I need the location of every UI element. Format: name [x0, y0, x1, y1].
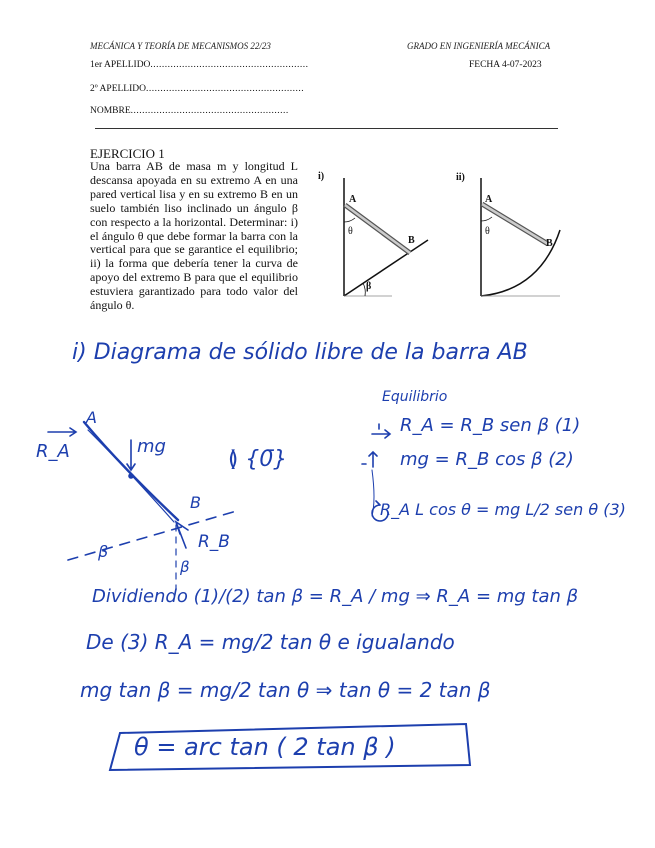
fbd-ra-arrow: [48, 428, 76, 436]
surname2-dots: .......................................................: [145, 84, 305, 94]
handwritten-result: θ = arc tan ( 2 tan β ): [134, 733, 396, 761]
fbd-rb-arrow: [176, 522, 188, 548]
handwritten-eq3: R_A L cos θ = mg L/2 sen θ (3): [380, 500, 626, 519]
surname1-label: 1er APELLIDO: [90, 60, 151, 70]
figure1-beta: β: [366, 281, 372, 292]
figure1-point-b: B: [408, 235, 415, 246]
date-field: FECHA 4-07-2023: [469, 60, 542, 70]
figure1-label: i): [318, 171, 325, 182]
name-dots: .......................................................: [130, 106, 289, 116]
figure1-point-a: A: [349, 194, 357, 205]
handwritten-igual: mg tan β = mg/2 tan θ ⇒ tan θ = 2 tan β: [80, 678, 491, 702]
fbd-rb-label: R_B: [198, 532, 230, 552]
fbd-ra-label: R_A: [36, 441, 70, 462]
name-label: NOMBRE: [90, 106, 131, 116]
fbd-mg-arrow: [127, 440, 135, 470]
fbd-center-dot: [129, 474, 133, 478]
handwritten-eq1: R_A = R_B sen β (1): [400, 415, 581, 436]
arrow-y-icon: [362, 452, 377, 467]
handwritten-equilibrio: Equilibrio: [382, 389, 448, 405]
surname1-dots: .......................................................: [150, 60, 309, 70]
exercise-statement: Una barra AB de masa m y longitud L descansa apoyada en su extremo A en una pared vertical lisa y en su extremo B en un suelo también liso inclinado un ángulo β con respecto a la horizontal. Determinar: i) el ángulo θ que debe formar la barra con la vertical para que se garantice el equilibrio; ii) la forma que debería tener la curva de apoyo del extremo B para que el equilibrio estuviera garantizado para todo valor del ángulo θ.: [90, 159, 298, 313]
figure2-label: ii): [456, 172, 465, 183]
figure2-point-a: A: [485, 194, 493, 205]
handwritten-dividiendo: Dividiendo (1)/(2) tan β = R_A / mg ⇒ R_A = mg tan β: [92, 586, 579, 607]
handwritten-eq2: mg = R_B cos β (2): [400, 449, 574, 470]
arrow-x-icon: [372, 424, 390, 438]
fbd-point-b: B: [190, 493, 201, 512]
exercise-title: EJERCICIO 1: [90, 146, 165, 161]
surname2-label: 2º APELLIDO: [90, 84, 146, 94]
fbd-mg-label: mg: [137, 436, 166, 457]
figure2-point-b: B: [546, 238, 553, 249]
handwritten-heading: i) Diagrama de sólido libre de la barra AB: [72, 340, 528, 365]
figure1-theta: θ: [348, 226, 353, 237]
fbd-point-a: A: [86, 408, 97, 427]
fbd-force-set: ≬ {0̄}: [228, 447, 288, 472]
fbd-beta-incline: β: [98, 542, 109, 561]
degree-header: GRADO EN INGENIERÍA MECÁNICA: [407, 41, 551, 51]
fbd-beta-vertical: β: [180, 558, 190, 576]
moment-b-icon: [372, 501, 388, 521]
figure2-theta: θ: [485, 226, 490, 237]
handwritten-de3: De (3) R_A = mg/2 tan θ e igualando: [86, 630, 455, 654]
course-header: MECÁNICA Y TEORÍA DE MECANISMOS 22/23: [90, 41, 271, 51]
